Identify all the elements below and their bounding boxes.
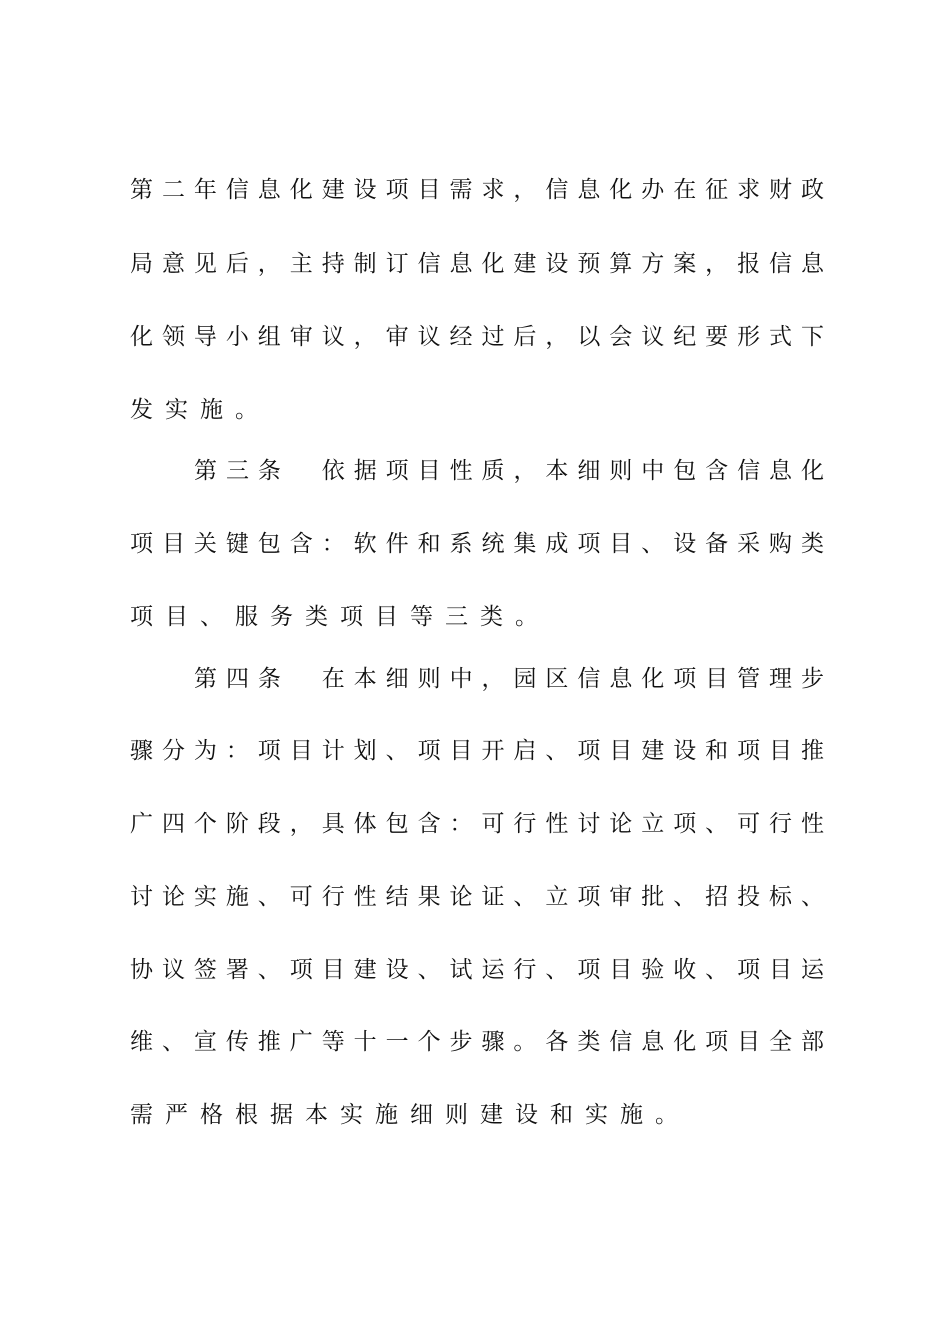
article-4-line-7: 需严格根据本实施细则建设和实施。 [130,1102,690,1128]
article-3-line-1: 第三条 依据项目性质，本细则中包含信息化 [194,458,824,484]
article-4-line-6: 维、宣传推广等十一个步骤。各类信息化项目全部 [130,1029,824,1055]
paragraph-1-line-4: 发实施。 [130,397,270,423]
article-4-line-5: 协议签署、项目建设、试运行、项目验收、项目运 [130,957,824,983]
article-4-line-1: 第四条 在本细则中，园区信息化项目管理步 [194,666,824,692]
paragraph-1-line-2: 局意见后，主持制订信息化建设预算方案，报信息 [130,251,824,277]
article-4-line-4: 讨论实施、可行性结果论证、立项审批、招投标、 [130,884,824,910]
paragraph-1-line-1: 第二年信息化建设项目需求，信息化办在征求财政 [130,177,824,203]
article-3-line-2: 项目关键包含：软件和系统集成项目、设备采购类 [130,531,824,557]
article-3-line-3: 项目、服务类项目等三类。 [130,604,550,630]
article-4-line-2: 骤分为：项目计划、项目开启、项目建设和项目推 [130,738,824,764]
paragraph-1-line-3: 化领导小组审议，审议经过后，以会议纪要形式下 [130,324,824,350]
article-4-line-3: 广四个阶段，具体包含：可行性讨论立项、可行性 [130,811,824,837]
